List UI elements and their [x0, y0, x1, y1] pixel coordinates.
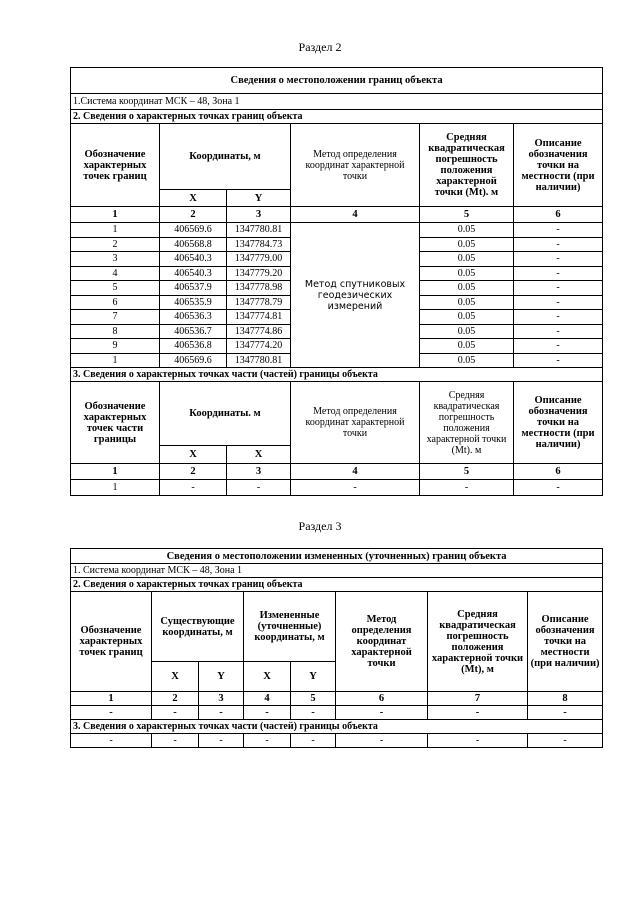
point-description: - — [514, 237, 603, 252]
point-number: 3 — [71, 252, 160, 267]
point-y: 1347774.86 — [227, 324, 291, 339]
part-col-designation: Обозначение характерных точек части границы — [71, 382, 160, 464]
table-cell: - — [71, 734, 152, 748]
s3-col-description: Описание обозначения точки на местности (при наличии) — [528, 592, 603, 692]
table-cell: - — [152, 734, 199, 748]
col-number: 6 — [336, 692, 428, 706]
part-col-coords: Координаты. м — [160, 382, 291, 446]
table-cell: - — [71, 706, 152, 720]
col-number: 2 — [160, 464, 227, 480]
section3-coord-system: 1. Система координат МСК – 48, Зона 1 — [71, 564, 603, 578]
part-col-error: Средняя квадратическая погрешность положения характерной точки (Mt). м — [420, 382, 514, 464]
point-number: 9 — [71, 339, 160, 354]
col-coords: Координаты, м — [160, 124, 291, 190]
point-y: 1347778.98 — [227, 281, 291, 296]
s3-col-designation: Обозначение характерных точек границ — [71, 592, 152, 692]
point-y: 1347784.73 — [227, 237, 291, 252]
point-number: 2 — [71, 237, 160, 252]
table-cell: - — [428, 706, 528, 720]
point-description: - — [514, 339, 603, 354]
point-y: 1347780.81 — [227, 353, 291, 368]
col-number: 1 — [71, 692, 152, 706]
point-description: - — [514, 281, 603, 296]
part-col-x: X — [160, 446, 227, 464]
col-y: Y — [227, 190, 291, 207]
point-x: 406536.8 — [160, 339, 227, 354]
point-x: 406537.9 — [160, 281, 227, 296]
point-error: 0.05 — [420, 223, 514, 238]
point-x: 406568.8 — [160, 237, 227, 252]
section2-part-header: 3. Сведения о характерных точках части (частей) границы объекта — [71, 368, 603, 382]
col-number: 3 — [227, 207, 291, 223]
point-x: 406540.3 — [160, 266, 227, 281]
col-numbers-row — [71, 207, 603, 223]
section3-table — [70, 548, 603, 748]
col-number: 1 — [71, 207, 160, 223]
table-cell: - — [528, 734, 603, 748]
section3-part-header: 3. Сведения о характерных точках части (частей) границы объекта — [71, 720, 603, 734]
col-number: 6 — [514, 207, 603, 223]
part-point-y: - — [227, 480, 291, 496]
table-row — [71, 223, 603, 238]
table-row — [71, 480, 603, 496]
section2-coord-system: 1.Система координат МСК – 48, Зона 1 — [71, 94, 603, 110]
table-cell: - — [428, 734, 528, 748]
point-error: 0.05 — [420, 310, 514, 325]
point-error: 0.05 — [420, 324, 514, 339]
point-number: 4 — [71, 266, 160, 281]
point-error: 0.05 — [420, 339, 514, 354]
s3-col-y1: Y — [199, 662, 244, 692]
section3-title: Раздел 3 — [298, 519, 342, 533]
part-point-x: - — [160, 480, 227, 496]
point-error: 0.05 — [420, 266, 514, 281]
point-description: - — [514, 223, 603, 238]
point-description: - — [514, 353, 603, 368]
point-y: 1347774.20 — [227, 339, 291, 354]
table-cell: - — [528, 706, 603, 720]
point-error: 0.05 — [420, 237, 514, 252]
col-number: 3 — [199, 692, 244, 706]
section2-points-header: 2. Сведения о характерных точках границ объекта — [71, 110, 603, 124]
col-number: 6 — [514, 464, 603, 480]
part-col-description: Описание обозначения точки на местности (при наличии) — [514, 382, 603, 464]
point-number: 1 — [71, 353, 160, 368]
table-cell: - — [244, 734, 291, 748]
point-x: 406536.7 — [160, 324, 227, 339]
s3-col-error: Средняя квадратическая погрешность положения характерной точки (Mt), м — [428, 592, 528, 692]
table-cell: - — [291, 706, 336, 720]
table-cell: - — [199, 706, 244, 720]
col-number: 1 — [71, 464, 160, 480]
table-row — [71, 734, 603, 748]
point-number: 6 — [71, 295, 160, 310]
s3-col-x2: X — [244, 662, 291, 692]
s3-col-method: Метод определения координат характерной точки — [336, 592, 428, 692]
table-cell: - — [291, 734, 336, 748]
col-designation: Обозначение характерных точек границ — [71, 124, 160, 207]
point-description: - — [514, 295, 603, 310]
point-x: 406536.3 — [160, 310, 227, 325]
part-point-error: - — [420, 480, 514, 496]
point-x: 406535.9 — [160, 295, 227, 310]
point-description: - — [514, 310, 603, 325]
point-number: 1 — [71, 223, 160, 238]
col-number: 5 — [291, 692, 336, 706]
point-error: 0.05 — [420, 353, 514, 368]
part-col-y: X — [227, 446, 291, 464]
col-number: 7 — [428, 692, 528, 706]
col-x: X — [160, 190, 227, 207]
part-point-number: 1 — [71, 480, 160, 496]
table-cell: - — [244, 706, 291, 720]
table-cell: - — [336, 734, 428, 748]
point-description: - — [514, 252, 603, 267]
col-number: 4 — [291, 207, 420, 223]
part-point-description: - — [514, 480, 603, 496]
point-number: 7 — [71, 310, 160, 325]
point-x: 406540.3 — [160, 252, 227, 267]
point-x: 406569.6 — [160, 353, 227, 368]
section2-table-title: Сведения о местоположении границ объекта — [71, 68, 603, 94]
col-error: Средняя квадратическая погрешность положения характерной точки (Mt). м — [420, 124, 514, 207]
point-number: 8 — [71, 324, 160, 339]
s3-col-numbers-row — [71, 692, 603, 706]
point-y: 1347779.00 — [227, 252, 291, 267]
point-y: 1347779.20 — [227, 266, 291, 281]
table-row — [71, 706, 603, 720]
part-col-numbers-row — [71, 464, 603, 480]
point-y: 1347774.81 — [227, 310, 291, 325]
section2-table — [70, 67, 603, 496]
col-number: 4 — [244, 692, 291, 706]
point-description: - — [514, 324, 603, 339]
section3-table-title: Сведения о местоположении измененных (уточненных) границ объекта — [71, 549, 603, 564]
col-number: 5 — [420, 207, 514, 223]
point-y: 1347780.81 — [227, 223, 291, 238]
point-y: 1347778.79 — [227, 295, 291, 310]
s3-col-changed: Измененные (уточненные) координаты, м — [244, 592, 336, 662]
col-number: 4 — [291, 464, 420, 480]
point-error: 0.05 — [420, 281, 514, 296]
col-description: Описание обозначения точки на местности (при наличии) — [514, 124, 603, 207]
s3-col-y2: Y — [291, 662, 336, 692]
col-number: 2 — [152, 692, 199, 706]
part-point-method: - — [291, 480, 420, 496]
point-description: - — [514, 266, 603, 281]
point-error: 0.05 — [420, 295, 514, 310]
table-cell: - — [152, 706, 199, 720]
section2-title: Раздел 2 — [298, 40, 342, 54]
col-number: 2 — [160, 207, 227, 223]
section3-points-header: 2. Сведения о характерных точках границ объекта — [71, 578, 603, 592]
method-value: Метод спутниковых геодезических измерений — [291, 223, 420, 368]
point-x: 406569.6 — [160, 223, 227, 238]
table-cell: - — [199, 734, 244, 748]
col-number: 3 — [227, 464, 291, 480]
point-error: 0.05 — [420, 252, 514, 267]
col-number: 8 — [528, 692, 603, 706]
table-cell: - — [336, 706, 428, 720]
point-number: 5 — [71, 281, 160, 296]
s3-col-x1: X — [152, 662, 199, 692]
part-col-method: Метод определения координат характерной точки — [291, 382, 420, 464]
col-method: Метод определения координат характерной точки — [291, 124, 420, 207]
col-number: 5 — [420, 464, 514, 480]
s3-col-existing: Существующие координаты, м — [152, 592, 244, 662]
